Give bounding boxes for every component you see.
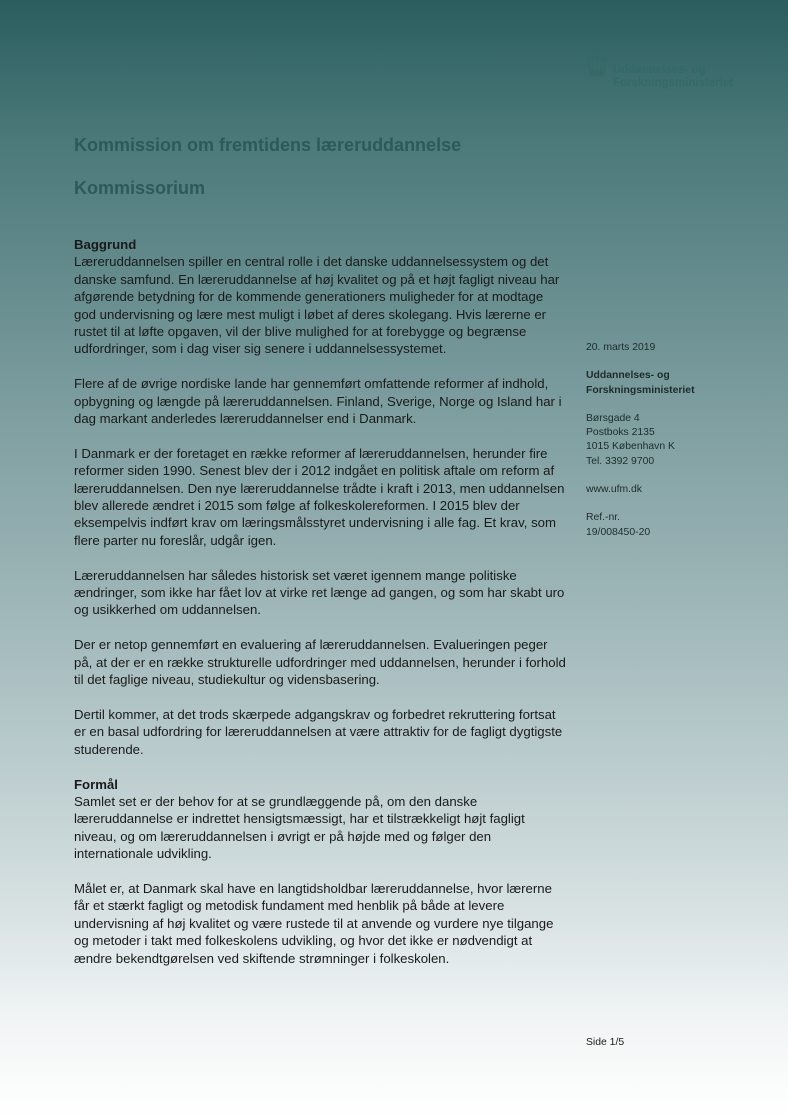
paragraph: Samlet set er der behov for at se grundlæggende på, om den danske læreruddannelse er indrettet hensigtsmæssigt, har et tilstrækkeligt højt fagligt niveau, og om læreruddannelsen i øvrigt er på højde med og følger den internationale udvikling. — [74, 793, 525, 862]
address-line-1: Børsgade 4 — [586, 412, 640, 424]
page-number: Side 1/5 — [586, 1037, 625, 1048]
ministry-logo — [585, 52, 745, 92]
reference-label: Ref.-nr. — [586, 512, 621, 524]
org-name-line-2: Forskningsministeriet — [586, 384, 695, 396]
ministry-name — [613, 64, 733, 90]
document-body — [74, 236, 566, 984]
logo-line-2: Forskningsministeriet — [613, 77, 734, 89]
org-name-line-1: Uddannelses- og — [586, 370, 670, 382]
paragraph: I Danmark er der foretaget en række reformer af læreruddannelsen, herunder fire reformer siden 1990. Senest blev der i 2012 indgået en politisk aftale om reform af læreruddannelsen. Den nye læreruddannelse trådte i kraft i 2013, men uddannelsen blev allerede ændret i 2015 som følge af folkeskolereformen. I 2015 blev der eksempelvis indført krav om læringsmålsstyret undervisning i alle fag. Et krav, som flere parter nu foreslår, udgår igen. — [74, 445, 565, 548]
logo-line-1: Uddannelses- og — [613, 64, 706, 76]
document-title: Kommission om fremtidens læreruddannelse — [74, 135, 462, 155]
title-block — [74, 135, 574, 200]
paragraph: Læreruddannelsen spiller en central rolle i det danske uddannelsessystem og det danske samfund. En læreruddannelse af høj kvalitet og på et højt fagligt niveau har afgørende betydning for de kommende generationers muligheder for at modtage god undervisning og lære mest muligt i løbet af deres skolegang. Hvis lærerne er rustet til at løfte opgaven, vil der blive mulighed for at forebygge og begrænse udfordringer, som i dag viser sig senere i uddannelsessystemet. — [74, 254, 560, 357]
document-date: 20. marts 2019 — [586, 342, 656, 353]
paragraph: Læreruddannelsen har således historisk set været igennem mange politiske ændringer, som ikke har fået lov at virke ret længe ad gangen, og som har skabt uro og usikkerhed om uddannelsen. — [74, 567, 565, 618]
document-subtitle: Kommissorium — [74, 178, 206, 198]
crown-icon — [585, 52, 609, 78]
phone: Tel. 3392 9700 — [586, 455, 655, 467]
section-heading-background: Baggrund — [74, 237, 137, 252]
paragraph: Der er netop gennemført en evaluering af læreruddannelsen. Evalueringen peger på, at der er en række strukturelle udfordringer med uddannelsen, herunder i forhold til det faglige niveau, studiekultur og vidensbasering. — [74, 637, 566, 688]
reference-number: 19/008450-20 — [586, 526, 651, 538]
paragraph: Flere af de øvrige nordiske lande har gennemført omfattende reformer af indhold, opbygning og længde på læreruddannelsen. Finland, Sverige, Norge og Island har i dag markant anderledes læreruddannelser end i Danmark. — [74, 376, 562, 427]
paragraph: Dertil kommer, at det trods skærpede adgangskrav og forbedret rekruttering fortsat er en basal udfordring for læreruddannelsen at være attraktiv for de fagligt dygtigste studerende. — [74, 706, 563, 757]
paragraph: Målet er, at Danmark skal have en langtidsholdbar læreruddannelse, hvor lærerne får et stærkt fagligt og metodisk fundament med henblik på både at levere undervisning af høj kvalitet og være rustede til at anvende og vurdere nye tilgange og metoder i takt med folkeskolens udvikling, og hvor det ikke er nødvendigt at ændre bekendtgørelsen ved skiftende strømninger i folkeskolen. — [74, 880, 554, 966]
section-heading-purpose: Formål — [74, 776, 118, 792]
website: www.ufm.dk — [586, 484, 643, 496]
address-line-2: Postboks 2135 — [586, 427, 655, 439]
address-line-3: 1015 København K — [586, 441, 675, 453]
sidebar-info — [586, 341, 766, 540]
